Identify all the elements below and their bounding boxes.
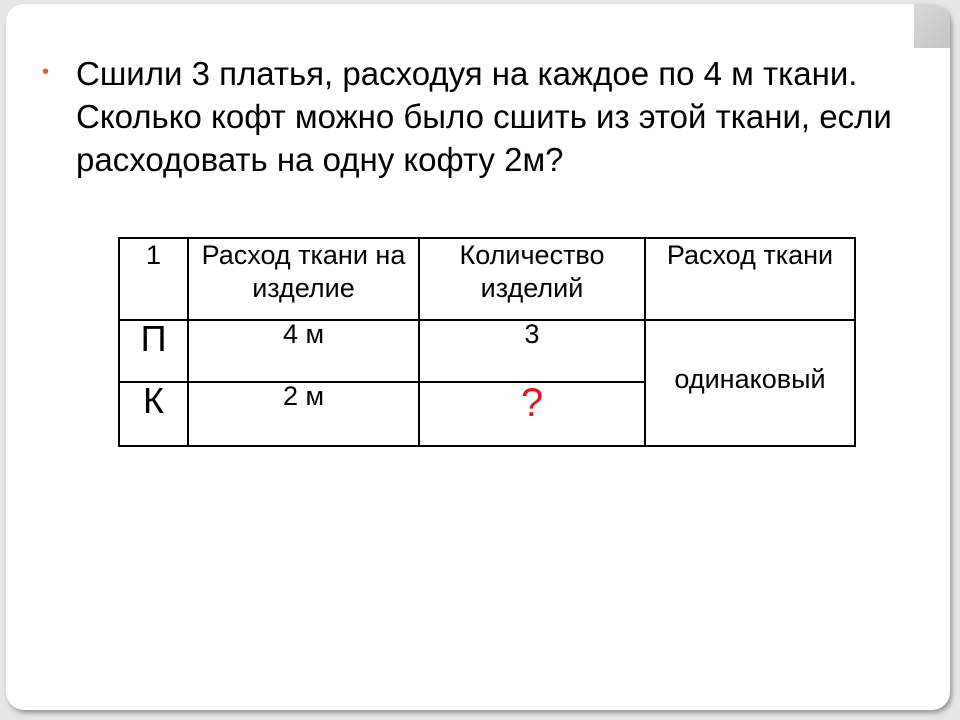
header-cell-consumption: Расход ткани на изделие (188, 238, 419, 320)
problem-text: Сшили 3 платья, расходуя на каждое по 4 м ткани. Сколько кофт можно было сшить из этой ткани, если расходовать на одну кофту 2м? (76, 55, 892, 178)
header-cell-total: Расход ткани (645, 238, 855, 320)
cell-consumption-dress: 4 м (188, 320, 419, 382)
slide (6, 4, 950, 710)
cell-quantity-dress: 3 (419, 320, 645, 382)
data-table (118, 237, 856, 447)
table-header-row (119, 238, 855, 320)
cell-total-consumption: одинаковый (645, 320, 855, 446)
row-label-dress: П (119, 320, 188, 382)
header-cell-number: 1 (119, 238, 188, 320)
table-row (119, 320, 855, 382)
question-mark: ? (419, 382, 645, 446)
corner-tab (914, 4, 950, 48)
header-cell-quantity: Количество изделий (419, 238, 645, 320)
row-label-jacket: К (119, 382, 188, 446)
cell-consumption-jacket: 2 м (188, 382, 419, 446)
bullet-icon: • (42, 61, 50, 83)
